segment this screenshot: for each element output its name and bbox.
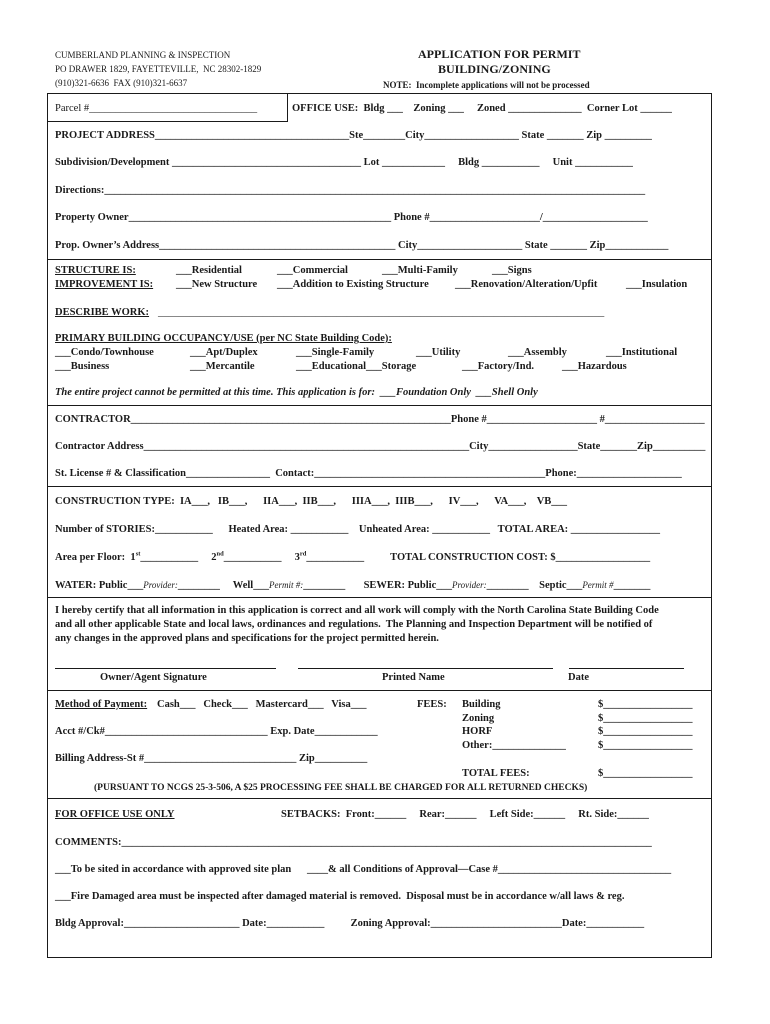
- ncgs-notice: (PURSUANT TO NCGS 25-3-506, A $25 PROCESSING FEE SHALL BE CHARGED FOR ALL RETURNED CHECKS): [94, 783, 588, 793]
- improvement-insulation[interactable]: ___Insulation: [626, 279, 688, 290]
- stories-area-field[interactable]: Number of STORIES:___________ Heated Area: ___________ Unheated Area: ___________ TOTAL AREA: _________________: [55, 524, 661, 535]
- section-divider: [47, 798, 712, 799]
- owner-address-field[interactable]: Prop. Owner’s Address_____________________________________________ City____________________ State _______ Zip____________: [55, 240, 669, 251]
- occupancy-educational-storage[interactable]: ___Educational___Storage: [296, 361, 417, 372]
- billing-address-field[interactable]: Billing Address-St #_____________________________ Zip__________: [55, 753, 368, 764]
- approval-field[interactable]: Bldg Approval:______________________ Date:___________ Zoning Approval:_________________________Date:___________: [55, 918, 645, 929]
- section-divider: [47, 486, 712, 487]
- occupancy-business[interactable]: ___Business: [55, 361, 110, 372]
- comments-field[interactable]: COMMENTS:_____________________________________________________________________________________________________: [55, 837, 652, 848]
- describe-work-field[interactable]: _____________________________________________________________________________________: [158, 307, 605, 318]
- incomplete-note: NOTE: Incomplete applications will not be processed: [383, 80, 590, 90]
- payment-method-options[interactable]: Cash___ Check___ Mastercard___ Visa___: [157, 699, 367, 710]
- date-line[interactable]: [569, 668, 684, 669]
- area-per-floor-field[interactable]: [55, 552, 650, 564]
- section-divider: [47, 690, 712, 691]
- structure-multi-family[interactable]: ___Multi-Family: [382, 265, 458, 276]
- form-subtitle: BUILDING/ZONING: [438, 62, 551, 76]
- structure-label: STRUCTURE IS:: [55, 265, 136, 276]
- improvement-new-structure[interactable]: ___New Structure: [176, 279, 258, 290]
- structure-signs[interactable]: ___Signs: [492, 265, 532, 276]
- occupancy-institutional[interactable]: ___Institutional: [606, 347, 678, 358]
- water-sewer-field[interactable]: [55, 579, 650, 592]
- occupancy-utility[interactable]: ___Utility: [416, 347, 461, 358]
- contractor-field[interactable]: CONTRACTOR_____________________________________________________________Phone #_____________________ #___________________: [55, 414, 705, 425]
- occupancy-factory[interactable]: ___Factory/Ind.: [462, 361, 535, 372]
- water-provider-label: Provider:: [143, 580, 178, 590]
- section-divider: [47, 405, 712, 406]
- sewer-septic: ________ Septic___: [486, 580, 583, 591]
- fee-building-amount[interactable]: $_________________: [598, 699, 693, 710]
- total-cost-field: ___________ TOTAL CONSTRUCTION COST: $__________________: [306, 552, 651, 563]
- floor-1st-sup: st: [135, 550, 141, 558]
- occupancy-mercantile[interactable]: ___Mercantile: [190, 361, 255, 372]
- site-plan-conditions[interactable]: ___To be sited in accordance with approved site plan ____& all Conditions of Approval—Case #_________________________________: [55, 864, 672, 875]
- water-well: ________ Well___: [177, 580, 269, 591]
- printed-name-line[interactable]: [298, 668, 553, 669]
- floor-label: Area per Floor: 1: [55, 552, 136, 563]
- total-fees-amount[interactable]: $_________________: [598, 768, 693, 779]
- floor-3rd-field: ___________ 3: [223, 552, 300, 563]
- improvement-label: IMPROVEMENT IS:: [55, 279, 154, 290]
- total-fees-label: TOTAL FEES:: [462, 768, 530, 779]
- occupancy-condo[interactable]: ___Condo/Townhouse: [55, 347, 154, 358]
- fee-building-label: Building: [462, 699, 501, 710]
- account-field[interactable]: Acct #/Ck#_______________________________ Exp. Date____________: [55, 726, 378, 737]
- floor-3rd-sup: rd: [299, 550, 307, 558]
- license-field[interactable]: St. License # & Classification________________ Contact:____________________________________________Phone:____________________: [55, 468, 682, 479]
- signature-label: Owner/Agent Signature: [100, 672, 207, 683]
- occupancy-assembly[interactable]: ___Assembly: [508, 347, 567, 358]
- fee-zoning-amount[interactable]: $_________________: [598, 713, 693, 724]
- certify-line-3: any changes in the approved plans and specifications for the project permitted herein.: [55, 633, 439, 644]
- section-divider: [47, 259, 712, 260]
- fire-damage-note[interactable]: ___Fire Damaged area must be inspected after damaged material is removed. Disposal must be in accordance w/all laws & reg.: [55, 891, 625, 902]
- setbacks-field[interactable]: SETBACKS: Front:______ Rear:______ Left Side:______ Rt. Side:______: [281, 809, 649, 820]
- structure-residential[interactable]: ___Residential: [176, 265, 242, 276]
- subdivision-field[interactable]: Subdivision/Development ____________________________________ Lot ____________ Bldg ___________ Unit ___________: [55, 157, 633, 168]
- occupancy-hazardous[interactable]: ___Hazardous: [562, 361, 627, 372]
- occupancy-single-family[interactable]: ___Single-Family: [296, 347, 375, 358]
- signature-line[interactable]: [55, 668, 276, 669]
- certify-line-2: and all other applicable State and local laws, ordinances and regulations. The Planning and Inspection Department will be notified of: [55, 619, 653, 630]
- fee-horf-amount[interactable]: $_________________: [598, 726, 693, 737]
- floor-2nd-field: ___________ 2: [140, 552, 217, 563]
- structure-commercial[interactable]: ___Commercial: [277, 265, 348, 276]
- directions-field[interactable]: Directions:_______________________________________________________________________________________________________: [55, 185, 646, 196]
- payment-method-label: Method of Payment:: [55, 699, 148, 710]
- org-address: PO DRAWER 1829, FAYETTEVILLE, NC 28302-1829: [55, 64, 262, 74]
- fees-label: FEES:: [417, 699, 447, 710]
- sewer-public: ________ SEWER: Public___: [303, 580, 452, 591]
- fee-other-field[interactable]: Other:______________: [462, 740, 566, 751]
- occupancy-title: PRIMARY BUILDING OCCUPANCY/USE (per NC State Building Code):: [55, 333, 392, 344]
- describe-work-label: DESCRIBE WORK:: [55, 307, 150, 318]
- fee-other-amount[interactable]: $_________________: [598, 740, 693, 751]
- well-permit-label: Permit #:: [268, 580, 304, 590]
- septic-permit-label: Permit #: [582, 580, 614, 590]
- occupancy-apt[interactable]: ___Apt/Duplex: [190, 347, 258, 358]
- property-owner-field[interactable]: Property Owner__________________________________________________ Phone #_____________________/____________________: [55, 212, 648, 223]
- office-use-field[interactable]: OFFICE USE: Bldg ___ Zoning ___ Zoned ______________ Corner Lot ______: [292, 103, 672, 114]
- project-address-field[interactable]: PROJECT ADDRESS_____________________________________Ste________City__________________ State _______ Zip _________: [55, 130, 652, 141]
- fee-horf-label: HORF: [462, 726, 493, 737]
- entire-project-note[interactable]: The entire project cannot be permitted at this time. This application is for: ___Foundation Only ___Shell Only: [55, 387, 538, 398]
- construction-type-field[interactable]: CONSTRUCTION TYPE: IA___, IB___, IIA___, IIB___, IIIA___, IIIB___, IV___, VA___, VB___: [55, 496, 568, 507]
- certify-line-1: I hereby certify that all information in this application is correct and all work will comply with the North Carolina State Building Code: [55, 605, 659, 616]
- contractor-address-field[interactable]: Contractor Address______________________________________________________________City_________________State_______Zip__________: [55, 441, 706, 452]
- parcel-divider: [287, 93, 288, 121]
- sewer-provider-label: Provider:: [451, 580, 487, 590]
- parcel-field[interactable]: Parcel #________________________________: [55, 103, 258, 114]
- office-use-title: FOR OFFICE USE ONLY: [55, 809, 175, 820]
- parcel-bottom-line: [47, 121, 288, 122]
- form-title: APPLICATION FOR PERMIT: [418, 47, 581, 61]
- improvement-renovation[interactable]: ___Renovation/Alteration/Upfit: [455, 279, 598, 290]
- septic-permit-line: _______: [613, 580, 651, 591]
- floor-2nd-sup: nd: [216, 550, 224, 558]
- printed-name-label: Printed Name: [382, 672, 445, 683]
- org-name: CUMBERLAND PLANNING & INSPECTION: [55, 50, 231, 60]
- fee-zoning-label: Zoning: [462, 713, 495, 724]
- section-divider: [47, 597, 712, 598]
- date-label: Date: [568, 672, 589, 683]
- improvement-addition[interactable]: ___Addition to Existing Structure: [277, 279, 429, 290]
- water-public: WATER: Public___: [55, 580, 144, 591]
- org-phone: (910)321-6636 FAX (910)321-6637: [55, 78, 188, 88]
